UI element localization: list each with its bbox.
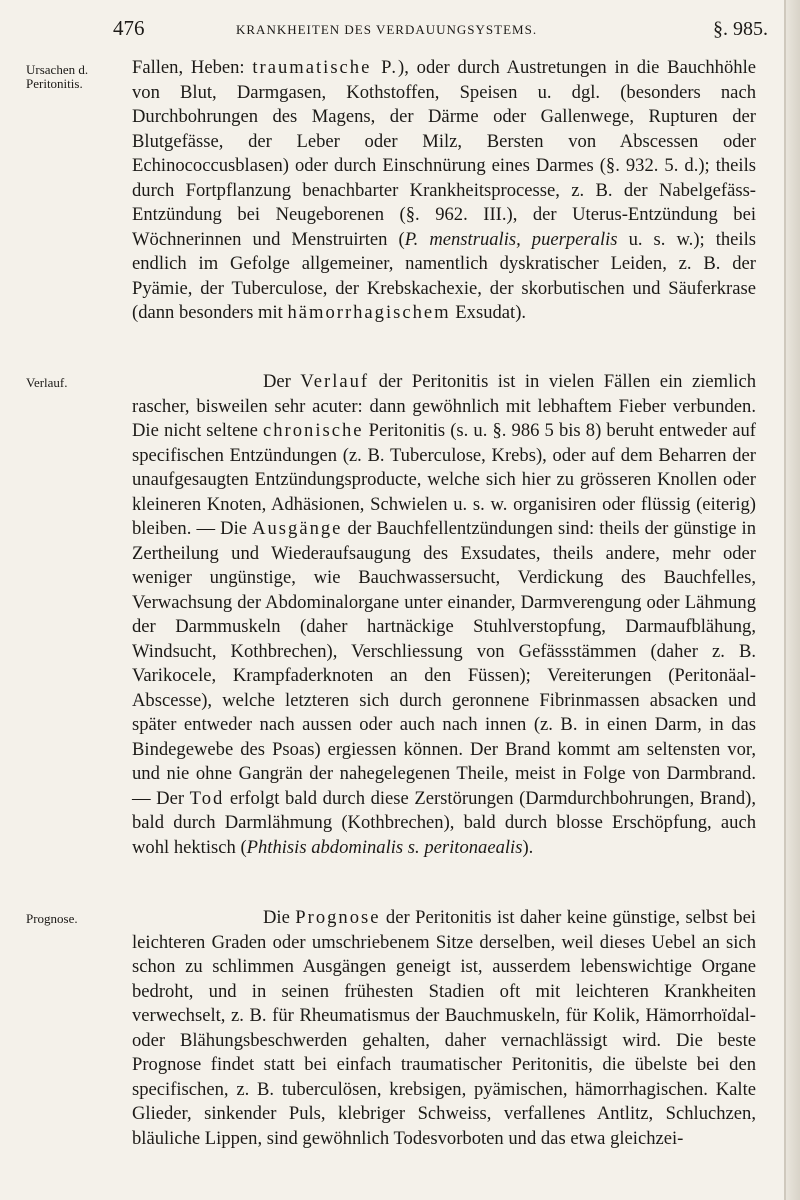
course-term-verlauf: Verlauf <box>300 371 370 392</box>
running-title: KRANKHEITEN DES VERDAUUNGSYSTEMS. <box>236 22 538 37</box>
causes-text: Fallen, Heben: <box>132 57 253 78</box>
course-text: der Peritonitis ist in vielen Fällen ein ziemlich rascher, bisweilen sehr acuter: dann gewöhnlich mit lebhaftem Fieber verbunden. Die nicht seltene <box>132 371 756 441</box>
prognosis-term: Prognose <box>295 907 381 928</box>
course-text: Der <box>263 371 301 392</box>
paragraph-course <box>132 370 756 860</box>
causes-text: Exsudat). <box>450 302 527 323</box>
course-term-phthisis: Phthisis abdominalis s. peritonaealis <box>246 836 523 858</box>
course-term-outcomes: Ausgänge <box>252 518 343 539</box>
causes-term-haemorrhagic: hämorrhagischem <box>287 302 451 323</box>
course-term-death: Tod <box>189 787 225 809</box>
paragraph-causes <box>132 56 756 326</box>
course-text: der Bauchfellentzündungen sind: theils der günstige in Zertheilung und Wiederaufsaugung des Exsudates, theils andere, mehr oder weniger ungünstige, wie Bauchwassersucht, Verdickung des Bauchfelles, Verwachsung der Abdominalorgane unter einander, Darmverengung oder Lähmung der Darmmuskeln (daher hartnäckige Stuhlverstopfung, Darmaufblähung, Windsucht, Kothbrechen), Verschliessung von Gefässstämmen (daher z. B. Varikocele, Krampfaderknoten an den Füssen); Vereiterungen (Peritonäal-Abscesse), welche letzteren sich durch geronnene Fibrinmassen absacken und später entweder nach aussen oder auch nach innen (z. B. in einen Darm, in das Bindegewebe des Psoas) ergiessen können. Der Brand kommt am seltensten vor, und nie ohne Gangrän der nahegelegenen Theile, meist in Folge von Darmbrand. — Der <box>132 518 757 809</box>
causes-text: ), oder durch Austretungen in die Bauchhöhle von Blut, Darmgasen, Kothstoffen, Speisen u. dgl. (besonders nach Durchbohrungen des Magens, der Därme oder Gallenwege, Rupturen der Blutgefässe, der Leber oder Milz, Bersten von Abscessen oder Echinococcusblasen) oder durch Einschnürung eines Darmes (§. 932. 5. d.); theils durch Fortpflanzung benachbarter Krankheitsprocesse, z. B. der Nabelgefäss-Entzündung bei Neugeborenen (§. 962. III.), der Uterus-Entzündung bei Wöchnerinnen und Menstruirten ( <box>132 57 756 250</box>
paragraph-prognosis <box>132 906 756 1151</box>
margin-note-causes: Ursachen d. Peritonitis. <box>26 62 89 91</box>
margin-note-prognosis: Prognose. <box>26 911 78 926</box>
causes-term-traumatic: traumatische P. <box>252 57 399 78</box>
margin-note-course: Verlauf. <box>26 375 68 390</box>
course-text: erfolgt bald durch diese Zerstörungen (Darmdurchbohrungen, Brand), bald durch Darmlähmung (Kothbrechen), bald durch blosse Erschöpfung, auch wohl hektisch ( <box>132 787 757 858</box>
page-number: 476 <box>113 16 145 40</box>
page-edge-line <box>784 0 786 1200</box>
course-text: Peritonitis (s. u. §. 986 5 bis 8) beruht entweder auf specifischen Entzündungen (z. B. Tuberculose, Krebs), oder auf dem Beharren der unaufgesaugten Entzündungsproducte, welche sich hier zu grösseren Knollen oder kleineren Knoten, Adhäsionen, Schwielen u. s. w. organisiren oder flüssig (eiterig) bleiben. — Die <box>132 420 756 539</box>
prognosis-text: Die <box>263 907 296 928</box>
running-head <box>113 16 768 52</box>
course-text: ). <box>522 836 534 858</box>
causes-text: u. s. w.); theils endlich im Gefolge allgemeiner, namentlich dyskratischer Leiden, z. B. der Pyämie, der Tuberculose, der Krebskachexie, der skorbutischen und Säuferkrase (dann besonders mit <box>132 228 756 323</box>
course-term-chronic: chronische <box>263 420 364 441</box>
section-number: §. 985. <box>713 18 768 40</box>
page-edge <box>786 0 800 1200</box>
prognosis-text: der Peritonitis ist daher keine günstige, selbst bei leichteren Graden oder umschriebenem Sitze derselben, weil dieses Uebel an sich schon zu schlimmen Ausgängen geneigt ist, ausserdem lebenswichtige Organe bedroht, und in seinen frühesten Stadien oft mit leichteren Krankheiten verwechselt, z. B. für Rheumatismus der Bauchmuskeln, für Kolik, Hämorrhoïdal- oder Blähungsbeschwerden gehalten, daher vernachlässigt wird. Die beste Prognose findet statt bei einfach traumatischer Peritonitis, die übelste bei den specifischen, z. B. tuberculösen, krebsigen, pyämischen, hämorrhagischen. Kalte Glieder, sinkender Puls, klebriger Schweiss, verfallenes Antlitz, Schluchzen, bläuliche Lippen, sind gewöhnlich Todesvorboten und das etwa gleichzei- <box>132 907 756 1149</box>
causes-term-menstrual: P. menstrualis, puerperalis <box>404 228 618 250</box>
